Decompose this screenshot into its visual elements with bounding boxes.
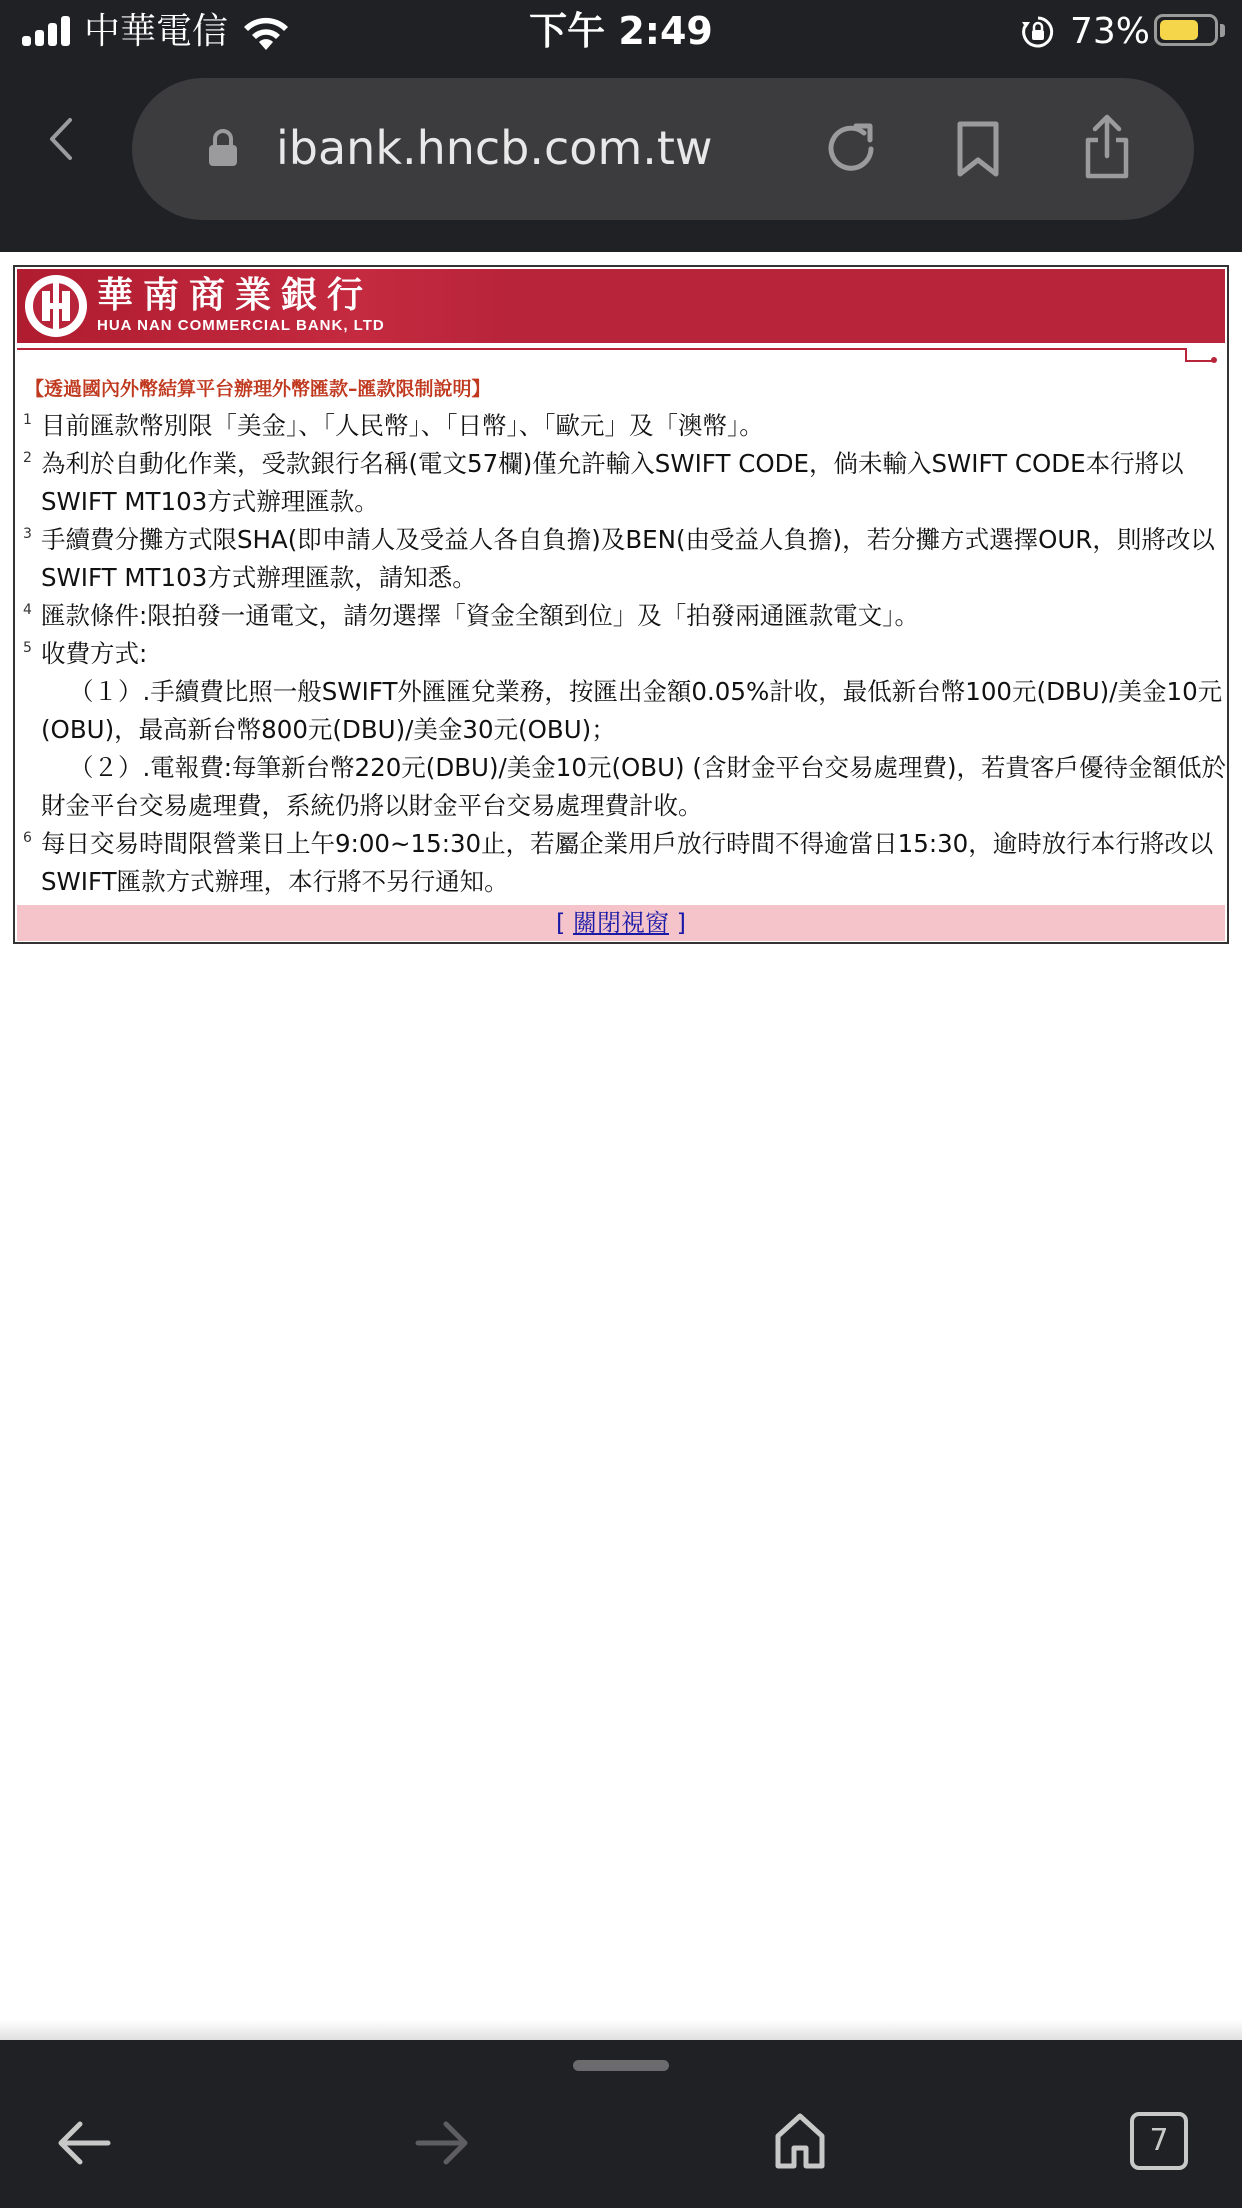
status-time: 下午 2:49 — [529, 9, 713, 53]
rule-number: 5 — [23, 640, 32, 656]
home-icon[interactable] — [774, 2112, 826, 2170]
url-text[interactable]: ibank.hncb.com.tw — [276, 121, 713, 175]
toolbar-grabber-handle[interactable] — [573, 2060, 669, 2071]
fee-item-telegram: （２）.電報費:每筆新台幣220元(DBU)/美金10元(OBU) (含財金平台交易處理費)，若貴客戶優待金額低於財金平台交易處理費，系統仍將以財金平台交易處理費計收。 — [41, 753, 1226, 820]
rule-number: 2 — [23, 450, 32, 466]
rule-item — [15, 597, 1227, 635]
header-divider-dot — [1211, 357, 1217, 363]
bank-header-banner — [17, 269, 1225, 343]
rule-list — [15, 407, 1227, 901]
rule-item-fees — [15, 635, 1227, 825]
tab-count-button[interactable]: 7 — [1130, 2112, 1188, 2170]
address-bar[interactable] — [132, 78, 1194, 220]
battery-percent: 73% — [1070, 11, 1151, 52]
header-divider-hook-end — [1185, 360, 1213, 362]
rule-number: 1 — [23, 412, 32, 428]
toolbar-shadow — [0, 2020, 1242, 2040]
carrier-name: 中華電信 — [84, 11, 229, 52]
battery-icon — [1154, 14, 1218, 46]
bank-name-en: HUA NAN COMMERCIAL BANK, LTD — [97, 317, 385, 334]
forward-arrow-icon[interactable] — [414, 2118, 470, 2168]
rule-text: 匯款條件:限拍發一通電文，請勿選擇「資金全額到位」及「拍發兩通匯款電文」。 — [41, 601, 920, 630]
rule-number: 4 — [23, 602, 32, 618]
rotation-lock-icon — [1020, 14, 1056, 50]
rule-number: 3 — [23, 526, 32, 542]
status-bar — [0, 0, 1242, 64]
bookmark-icon[interactable] — [954, 120, 1002, 178]
bank-logo-mark-icon — [25, 275, 87, 337]
fee-item-handling: （１）.手續費比照一般SWIFT外匯匯兌業務，按匯出金額0.05%計收，最低新台幣100元(DBU)/美金10元(OBU)，最高新台幣800元(DBU)/美金30元(OBU)； — [41, 677, 1223, 744]
rule-item — [15, 445, 1227, 521]
rule-text: 手續費分攤方式限SHA(即申請人及受益人各自負擔)及BEN(由受益人負擔)，若分攤方式選擇OUR，則將改以SWIFT MT103方式辦理匯款，請知悉。 — [41, 525, 1215, 592]
rule-item — [15, 407, 1227, 445]
browser-toolbar — [0, 64, 1242, 252]
rule-text: 收費方式: — [41, 639, 148, 668]
rule-number: 6 — [23, 830, 32, 846]
battery-tip — [1220, 24, 1225, 37]
bank-logo — [17, 269, 507, 343]
battery-level-fill — [1160, 20, 1198, 40]
reload-icon[interactable] — [822, 120, 880, 178]
close-window-bar — [17, 905, 1225, 941]
rule-text: 每日交易時間限營業日上午9:00~15:30止，若屬企業用戶放行時間不得逾當日15:30，逾時放行本行將改以SWIFT匯款方式辦理，本行將不另行通知。 — [41, 829, 1214, 896]
notice-window — [13, 265, 1229, 944]
rule-item — [15, 521, 1227, 597]
rule-text: 目前匯款幣別限「美金」、「人民幣」、「日幣」、「歐元」及「澳幣」。 — [41, 411, 764, 440]
header-divider — [17, 348, 1185, 350]
rule-text: 為利於自動化作業，受款銀行名稱(電文57欄)僅允許輸入SWIFT CODE，倘未輸入SWIFT CODE本行將以SWIFT MT103方式辦理匯款。 — [41, 449, 1184, 516]
bottom-toolbar — [0, 2040, 1242, 2208]
rule-item — [15, 825, 1227, 901]
close-window-link[interactable]: 關閉視窗 — [573, 909, 669, 937]
notice-title: 【透過國內外幣結算平台辦理外幣匯款–匯款限制說明】 — [25, 378, 491, 400]
back-chevron-icon[interactable] — [38, 114, 88, 164]
share-icon[interactable] — [1082, 114, 1132, 180]
lock-icon — [206, 128, 240, 168]
bank-name-zh: 華南商業銀行 — [97, 274, 374, 316]
close-bracket-right: ] — [676, 909, 687, 937]
back-arrow-icon[interactable] — [56, 2118, 112, 2168]
close-bracket-left: [ — [555, 909, 566, 937]
